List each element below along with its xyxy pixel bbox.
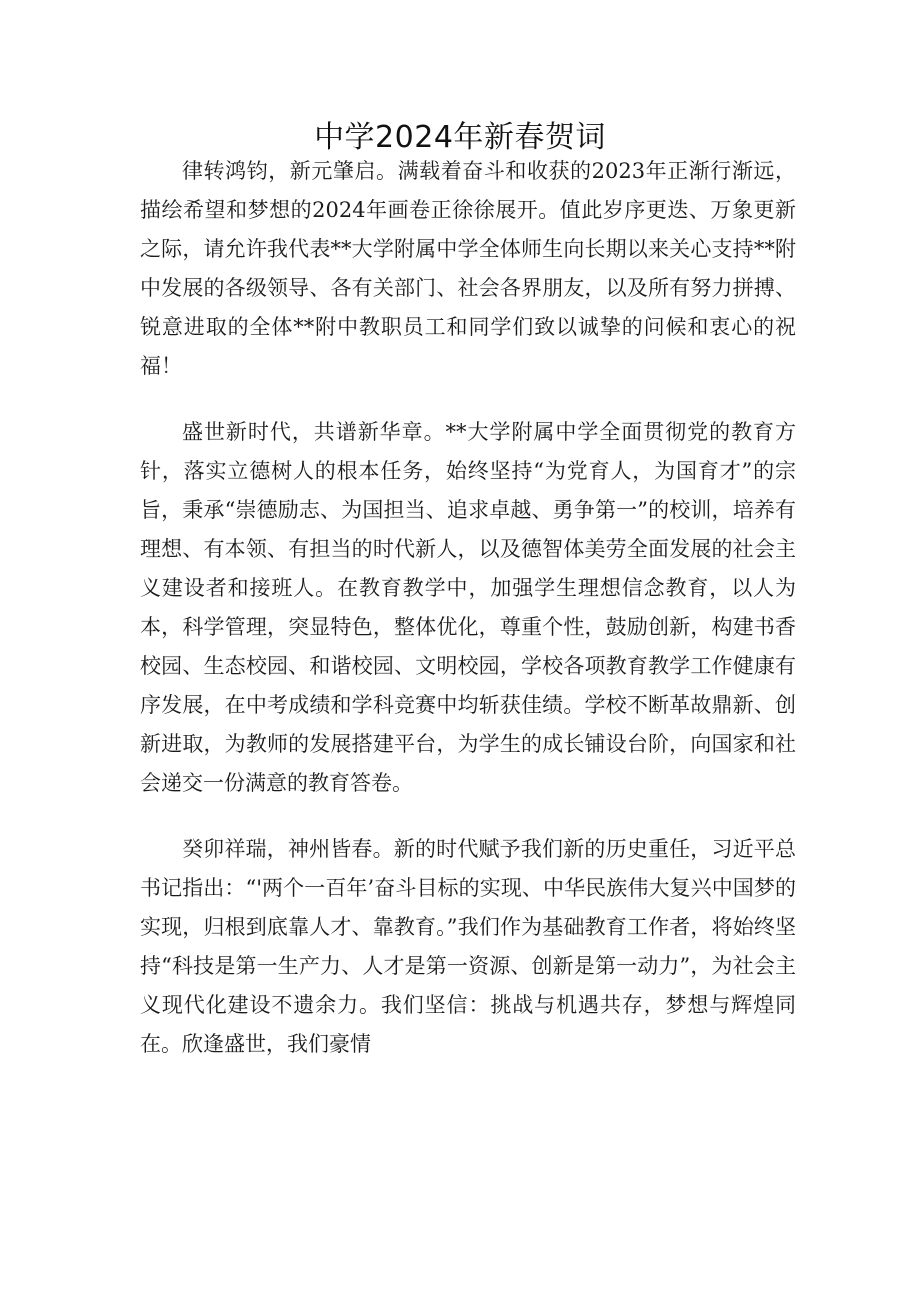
paragraph-outlook: 癸卯祥瑞，神州皆春。新的时代赋予我们新的历史重任，习近平总书记指出：“'两个一百年’奋斗目标的实现、中华民族伟大复兴中国梦的实现，归根到底靠人才、靠教育。”我们作为基础教育工作者，将始终坚持“科技是第一生产力、人才是第一资源、创新是第一动力”，为社会主义现代化建设不遗余力。我们坚信：挑战与机遇共存，梦想与辉煌同在。欣逢盛世，我们豪情: [140, 837, 796, 1056]
document-title: 中学2024年新春贺词: [314, 120, 606, 155]
document-body: [140, 152, 796, 1064]
paragraph-achievements: 盛世新时代，共谱新华章。**大学附属中学全面贯彻党的教育方针，落实立德树人的根本任务，始终坚持“为党育人，为国育才”的宗旨，秉承“崇德励志、为国担当、追求卓越、勇争第一”的校训，培养有理想、有本领、有担当的时代新人，以及德智体美劳全面发展的社会主义建设者和接班人。在教育教学中，加强学生理想信念教育，以人为本，科学管理，突显特色，整体优化，尊重个性，鼓励创新，构建书香校园、生态校园、和谐校园、文明校园，学校各项教育教学工作健康有序发展，在中考成绩和学科竞赛中均斩获佳绩。学校不断革故鼎新、创新进取，为教师的发展搭建平台，为学生的成长铺设台阶，向国家和社会递交一份满意的教育答卷。: [140, 420, 796, 795]
paragraph-greeting: 律转鸿钧，新元肇启。满载着奋斗和收获的2023年正渐行渐远，描绘希望和梦想的2024年画卷正徐徐展开。值此岁序更迭、万象更新之际，请允许我代表**大学附属中学全体师生向长期以来关心支持**附中发展的各级领导、各有关部门、社会各界朋友，以及所有努力拼搏、锐意进取的全体**附中教职员工和同学们致以诚挚的问候和衷心的祝福！: [140, 159, 796, 378]
